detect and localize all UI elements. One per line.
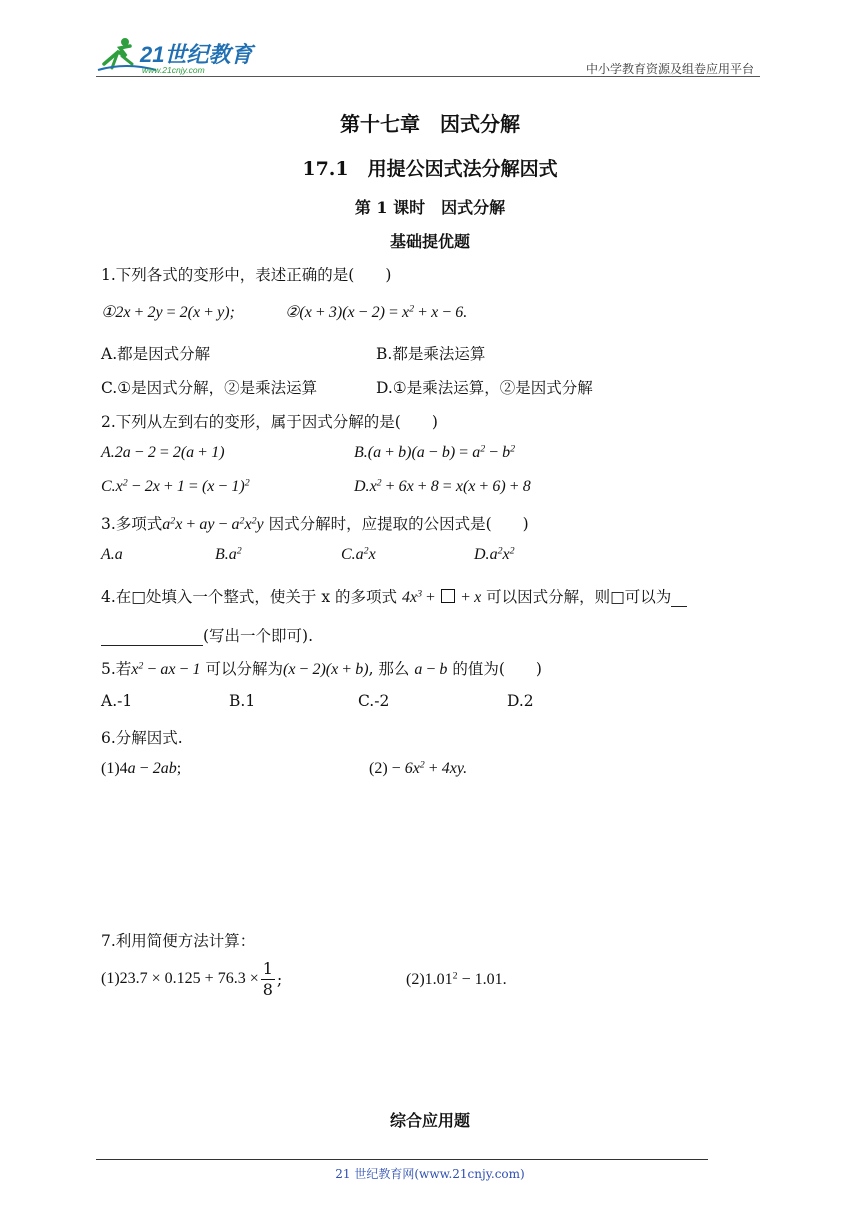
part1-title: 基础提优题 (389, 232, 470, 251)
q7-part-2: $(2)1.01^2 - 1.01$. (406, 970, 507, 988)
q4-answer-blank-2[interactable] (101, 627, 203, 646)
q6-part-1: (1)4a − 2ab; (101, 760, 182, 777)
q1-option-b[interactable]: B.都是乘法运算 (376, 345, 486, 363)
q1-stem: 1.下列各式的变形中，表述正确的是( ) (101, 266, 392, 284)
q5-option-a[interactable]: A.-1 (101, 692, 133, 710)
q1-option-a[interactable]: A.都是因式分解 (101, 345, 211, 363)
q5-stem-mid1: 可以分解为 (205, 660, 283, 678)
q5-option-d[interactable]: D.2 (507, 692, 534, 710)
q5-stem-pre: 5.若 (101, 660, 132, 678)
section-title: 17.1 用提公因式法分解因式 (302, 158, 558, 180)
q2-option-d[interactable]: $D.x^2 + 6x + 8 = x(x + 6) + 8$ (354, 477, 531, 495)
q5-option-b[interactable]: B.1 (229, 692, 256, 710)
q6-part-2: $(2) - 6x^2 + 4xy$. (369, 759, 468, 777)
q3-option-b[interactable]: $B.a^2$ (215, 545, 242, 563)
q6-stem: 6.分解因式. (101, 729, 183, 747)
q5-stem-post: 的值为( ) (452, 660, 542, 678)
logo-url: www.21cnjy.com (142, 65, 205, 75)
q3-stem-pre: 3.多项式 (101, 515, 163, 533)
q3-stem: 3.多项式$a^2x$ + ay − $a^2x^2y$ 因式分解时，应提取的公因式是( ) (101, 515, 529, 533)
q3-option-c[interactable]: $C.a^2x$ (341, 545, 376, 563)
q2-option-a[interactable]: A.2a − 2 = 2(a + 1) (101, 444, 225, 461)
footer-divider (96, 1159, 708, 1160)
q4-answer-blank-1[interactable] (671, 588, 687, 607)
q5-stem: 5.若$x^2$ − ax − 1 可以分解为(x − 2)(x + b), 那么 a − b 的值为( ) (101, 660, 542, 678)
q5-option-c[interactable]: C.-2 (358, 692, 390, 710)
q4-stem-post: (写出一个即可). (203, 627, 314, 645)
q4-stem-line2 (101, 624, 313, 646)
q1-option-d[interactable]: D.①是乘法运算，②是因式分解 (376, 379, 593, 397)
q5-stem-mid2: , 那么 (368, 660, 410, 678)
site-logo[interactable] (96, 34, 256, 76)
q1-option-c[interactable]: C.①是因式分解，②是乘法运算 (101, 379, 318, 397)
fraction-one-eighth: $\frac{1}{8}$ (262, 958, 273, 999)
q4-stem-pre: 4.在□处填入一个整式，使关于 x 的多项式 (101, 588, 398, 606)
footer-link[interactable]: 21 世纪教育网(www.21cnjy.com) (335, 1167, 525, 1181)
q4-stem: 4.在□处填入一个整式，使关于 x 的多项式 $4x^3$ + + x 可以因式分解，则□可以为 (101, 585, 687, 607)
q4-stem-mid: 可以因式分解，则□可以为 (486, 588, 672, 606)
q2-option-b[interactable]: $B.(a + b)(a - b) = a^2 - b^2$ (354, 443, 516, 461)
q1-expressions: ①2x + 2y = 2(x + y); ②(x + $3)(x - 2) = x^2 + x - 6$. (101, 303, 468, 321)
q3-stem-post: 因式分解时，应提取的公因式是( ) (268, 515, 529, 533)
header-divider (96, 76, 760, 77)
q3-option-a[interactable]: A.a (101, 546, 123, 563)
header-right-text: 中小学教育资源及组卷应用平台 (585, 62, 754, 76)
logo-text: 21世纪教育 (140, 42, 253, 67)
q7-stem: 7.利用简便方法计算： (101, 932, 256, 950)
blank-square-icon (441, 589, 455, 603)
part2-title: 综合应用题 (389, 1111, 470, 1130)
lesson-title: 第 1 课时 因式分解 (354, 198, 506, 217)
q2-option-c[interactable]: $C.x^2 - 2x + 1 = (x - 1)^2$ (101, 477, 250, 495)
chapter-title: 第十七章 因式分解 (340, 112, 520, 136)
runner-logo-icon (96, 34, 256, 76)
q3-option-d[interactable]: $D.a^2x^2$ (474, 545, 515, 563)
q7-part-1: (1)23.7 × 0.125 + 76.3 × $\frac{1}{8}$ ; (101, 958, 283, 999)
q2-stem: 2.下列从左到右的变形，属于因式分解的是( ) (101, 413, 438, 431)
